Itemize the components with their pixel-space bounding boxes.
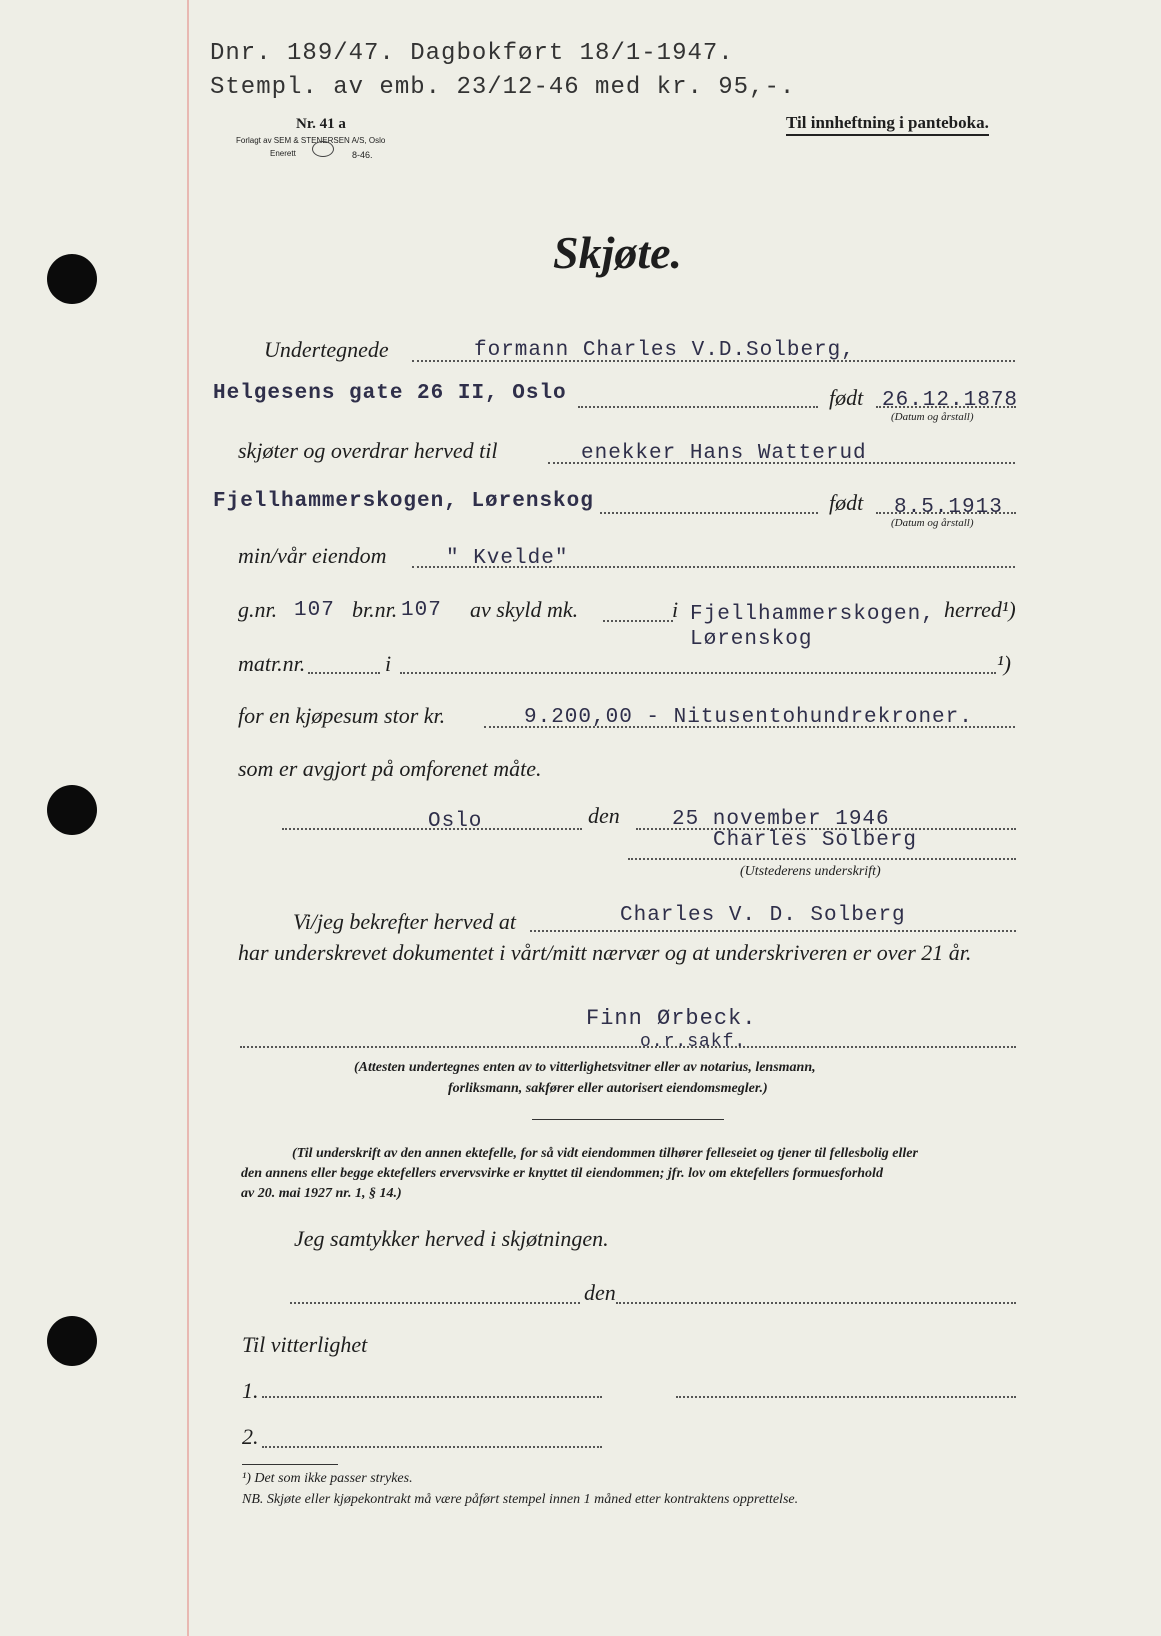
margin-rule [187, 0, 189, 1636]
line-signature [628, 858, 1016, 860]
punch-hole-middle [47, 785, 97, 835]
label-underskrevet: har underskrevet dokumentet i vårt/mitt nærvær og at underskriveren er over 21 år. [238, 940, 972, 965]
label-fodt-1: født [829, 385, 864, 410]
brnr-value: 107 [401, 599, 442, 622]
publisher-enerett: Enerett [270, 149, 296, 158]
label-vitterlighet: Til vitterlighet [242, 1332, 368, 1357]
footnote-2: NB. Skjøte eller kjøpekontrakt må være påført stempel innen 1 måned etter kontraktens opprettelse. [242, 1492, 799, 1507]
publisher-line: Forlagt av SEM & STENERSEN A/S, Oslo [236, 136, 386, 145]
label-den-2: den [584, 1280, 616, 1305]
label-samtykker: Jeg samtykker herved i skjøtningen. [294, 1226, 609, 1251]
buyer-name: enekker Hans Watterud [581, 442, 867, 465]
attest-note-2: forliksmann, sakfører eller autorisert eiendomsmegler.) [448, 1081, 768, 1096]
label-herred: herred¹) [944, 597, 1016, 622]
datum-note-2: (Datum og årstall) [891, 517, 974, 529]
registration-stamp: Dnr. 189/47. Dagbokført 18/1-1947. [210, 40, 734, 67]
line-witness [240, 1046, 1016, 1048]
property-name: " Kvelde" [446, 547, 569, 570]
line-seller-address [578, 406, 818, 408]
label-matrnr: matr.nr. [238, 651, 306, 676]
line-matrnr [308, 672, 380, 674]
price-value: 9.200,00 - Nitusentohundrekroner. [524, 706, 973, 729]
label-brnr: br.nr. [352, 597, 398, 622]
label-den-1: den [588, 803, 620, 828]
binding-note: Til innheftning i panteboka. [786, 113, 989, 136]
line-seller-born [876, 406, 1016, 408]
line-buyer-address [600, 512, 818, 514]
spouse-note-2: den annens eller begge ektefellers ervervsvirke er knyttet til eiendommen; jfr. lov om ektefellers formuesforhold [241, 1166, 883, 1181]
attest-note-1: (Attesten undertegnes enten av to vitterlighetsvitner eller av notarius, lensmann, [354, 1060, 816, 1075]
gnr-value: 107 [294, 599, 335, 622]
label-skyld: av skyld mk. [470, 597, 579, 622]
seller-born: 26.12.1878 [882, 389, 1019, 412]
label-skjoter: skjøter og overdrar herved til [238, 438, 498, 463]
label-eiendom: min/vår eiendom [238, 543, 387, 568]
signing-place: Oslo [428, 810, 483, 833]
signing-date: 25 november 1946 [672, 808, 890, 831]
buyer-address: Fjellhammerskogen, Lørenskog [213, 490, 594, 513]
line-witness-1a [262, 1396, 602, 1398]
label-i-1: i [672, 597, 679, 622]
section-divider [532, 1119, 724, 1120]
label-paren: ¹) [997, 651, 1011, 676]
line-skyld [603, 620, 673, 622]
label-bekrefter: Vi/jeg bekrefter herved at [293, 909, 516, 934]
label-witness-2: 2. [242, 1424, 259, 1449]
seller-address: Helgesens gate 26 II, Oslo [213, 382, 567, 405]
footnote-rule [242, 1464, 338, 1465]
label-utsteder: (Utstederens underskrift) [740, 864, 881, 879]
witness-name: Finn Ørbeck. [586, 1006, 757, 1031]
line-confirmed-name [530, 930, 1016, 932]
line-spouse-place [290, 1302, 580, 1304]
punch-hole-bottom [47, 1316, 97, 1366]
label-undertegnede: Undertegnede [264, 337, 389, 362]
label-kjopesum: for en kjøpesum stor kr. [238, 703, 446, 728]
stamp-fee-line: Stempl. av emb. 23/12-46 med kr. 95,-. [210, 74, 796, 101]
publisher-logo-icon [312, 141, 334, 157]
label-gnr: g.nr. [238, 597, 278, 622]
form-number: Nr. 41 a [296, 116, 346, 132]
label-avgjort: som er avgjort på omforenet måte. [238, 756, 542, 781]
datum-note-1: (Datum og årstall) [891, 411, 974, 423]
punch-hole-top [47, 254, 97, 304]
spouse-note-1: (Til underskrift av den annen ektefelle, for så vidt eiendommen tilhører felleseiet og tjener til fellesbolig eller [292, 1146, 918, 1161]
publisher-date: 8-46. [352, 150, 373, 160]
buyer-born: 8.5.1913 [894, 496, 1003, 519]
line-spouse-date [616, 1302, 1016, 1304]
document-title: Skjøte. [553, 227, 683, 278]
place-line-1: Fjellhammerskogen, [690, 603, 935, 626]
label-fodt-2: født [829, 490, 864, 515]
witness-title: o.r.sakf. [640, 1032, 747, 1052]
label-i-2: i [385, 651, 392, 676]
line-witness-2a [262, 1446, 602, 1448]
confirmed-name: Charles V. D. Solberg [620, 904, 906, 927]
seller-signature: Charles Solberg [713, 829, 918, 852]
label-witness-1: 1. [242, 1378, 259, 1403]
line-matr-place [400, 672, 996, 674]
footnote-1: ¹) Det som ikke passer strykes. [242, 1471, 413, 1486]
line-witness-1b [676, 1396, 1016, 1398]
line-buyer-born [876, 512, 1016, 514]
spouse-note-3: av 20. mai 1927 nr. 1, § 14.) [241, 1186, 402, 1201]
place-line-2: Lørenskog [690, 628, 813, 651]
seller-name: formann Charles V.D.Solberg, [474, 339, 855, 362]
